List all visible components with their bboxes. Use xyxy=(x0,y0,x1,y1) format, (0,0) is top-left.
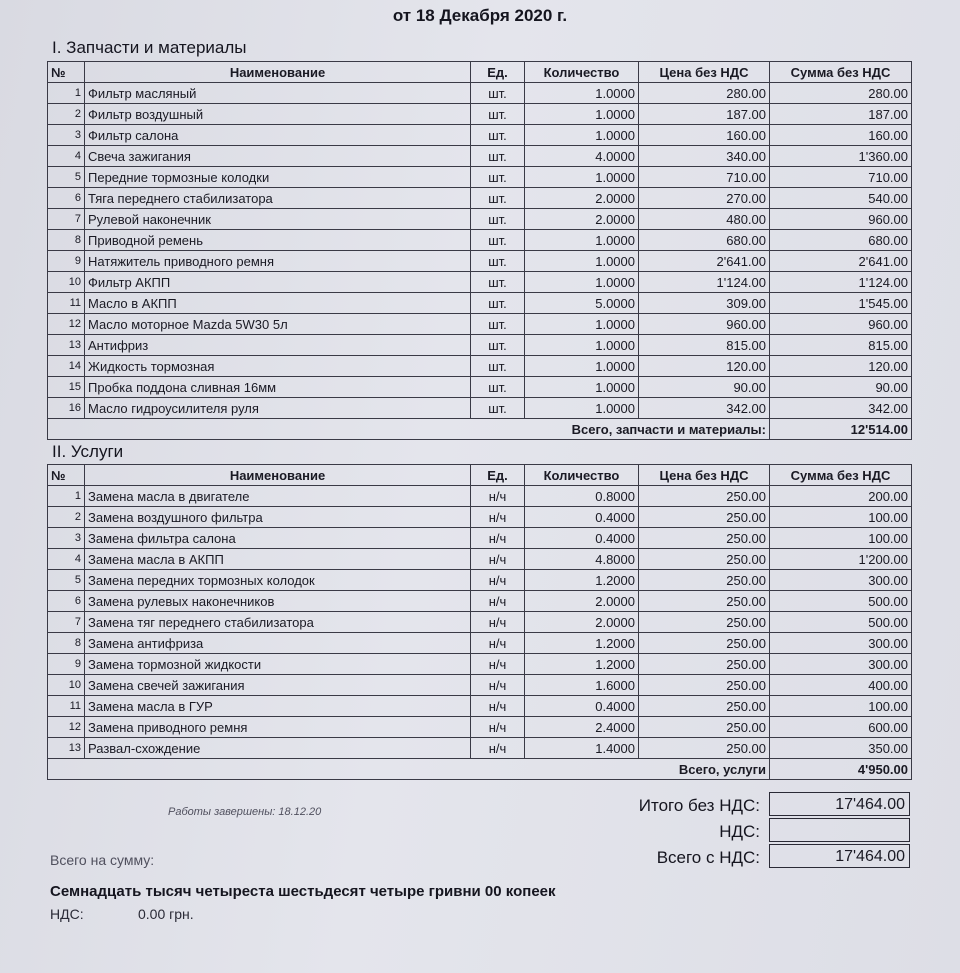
item-quantity: 4.8000 xyxy=(525,549,639,570)
item-quantity: 0.4000 xyxy=(525,528,639,549)
services-section-title: II. Услуги xyxy=(52,442,124,461)
item-name: Масло в АКПП xyxy=(85,293,471,314)
item-name: Жидкость тормозная xyxy=(85,356,471,377)
item-sum: 100.00 xyxy=(770,696,912,717)
row-number: 4 xyxy=(48,549,85,570)
item-sum: 710.00 xyxy=(770,167,912,188)
column-header: Количество xyxy=(525,465,639,486)
table-row xyxy=(48,146,912,167)
item-unit: шт. xyxy=(471,83,525,104)
item-sum: 200.00 xyxy=(770,486,912,507)
table-row xyxy=(48,188,912,209)
row-number: 13 xyxy=(48,335,85,356)
item-price: 2'641.00 xyxy=(639,251,770,272)
item-unit: шт. xyxy=(471,293,525,314)
item-sum: 1'200.00 xyxy=(770,549,912,570)
item-unit: шт. xyxy=(471,398,525,419)
item-name: Тяга переднего стабилизатора xyxy=(85,188,471,209)
item-name: Замена рулевых наконечников xyxy=(85,591,471,612)
table-row xyxy=(48,591,912,612)
item-quantity: 5.0000 xyxy=(525,293,639,314)
table-row xyxy=(48,654,912,675)
row-number: 15 xyxy=(48,377,85,398)
item-sum: 600.00 xyxy=(770,717,912,738)
table-row xyxy=(48,717,912,738)
row-number: 12 xyxy=(48,717,85,738)
item-name: Свеча зажигания xyxy=(85,146,471,167)
table-row xyxy=(48,335,912,356)
item-sum: 300.00 xyxy=(770,570,912,591)
parts-table xyxy=(47,61,912,440)
item-price: 250.00 xyxy=(639,486,770,507)
item-price: 250.00 xyxy=(639,633,770,654)
services-total-row xyxy=(48,759,912,780)
item-price: 960.00 xyxy=(639,314,770,335)
services-rows xyxy=(48,486,912,759)
item-unit: н/ч xyxy=(471,486,525,507)
table-row xyxy=(48,272,912,293)
item-price: 480.00 xyxy=(639,209,770,230)
row-number: 9 xyxy=(48,251,85,272)
item-sum: 100.00 xyxy=(770,507,912,528)
item-sum: 500.00 xyxy=(770,591,912,612)
item-unit: н/ч xyxy=(471,591,525,612)
row-number: 3 xyxy=(48,125,85,146)
table-row xyxy=(48,356,912,377)
item-sum: 2'641.00 xyxy=(770,251,912,272)
row-number: 4 xyxy=(48,146,85,167)
item-name: Рулевой наконечник xyxy=(85,209,471,230)
row-number: 6 xyxy=(48,188,85,209)
item-quantity: 2.0000 xyxy=(525,188,639,209)
row-number: 3 xyxy=(48,528,85,549)
item-quantity: 1.0000 xyxy=(525,272,639,293)
item-sum: 300.00 xyxy=(770,654,912,675)
item-sum: 90.00 xyxy=(770,377,912,398)
column-header: Наименование xyxy=(85,62,471,83)
item-unit: шт. xyxy=(471,314,525,335)
item-quantity: 0.8000 xyxy=(525,486,639,507)
item-unit: н/ч xyxy=(471,738,525,759)
item-name: Фильтр масляный xyxy=(85,83,471,104)
item-sum: 680.00 xyxy=(770,230,912,251)
table-row xyxy=(48,633,912,654)
item-price: 250.00 xyxy=(639,738,770,759)
column-header: Количество xyxy=(525,62,639,83)
column-header: Сумма без НДС xyxy=(770,62,912,83)
item-name: Замена антифриза xyxy=(85,633,471,654)
item-quantity: 1.0000 xyxy=(525,230,639,251)
item-unit: н/ч xyxy=(471,696,525,717)
item-sum: 120.00 xyxy=(770,356,912,377)
table-row xyxy=(48,528,912,549)
row-number: 5 xyxy=(48,570,85,591)
item-price: 160.00 xyxy=(639,125,770,146)
item-price: 340.00 xyxy=(639,146,770,167)
item-unit: шт. xyxy=(471,104,525,125)
table-row xyxy=(48,209,912,230)
services-table xyxy=(47,464,912,780)
table-row xyxy=(48,675,912,696)
table-row xyxy=(48,104,912,125)
item-price: 815.00 xyxy=(639,335,770,356)
table-row xyxy=(48,314,912,335)
item-unit: шт. xyxy=(471,209,525,230)
item-name: Фильтр воздушный xyxy=(85,104,471,125)
vat-value xyxy=(769,818,910,842)
row-number: 8 xyxy=(48,633,85,654)
table-row xyxy=(48,398,912,419)
item-name: Антифриз xyxy=(85,335,471,356)
item-unit: н/ч xyxy=(471,570,525,591)
item-quantity: 0.4000 xyxy=(525,507,639,528)
item-quantity: 1.2000 xyxy=(525,654,639,675)
item-unit: шт. xyxy=(471,167,525,188)
item-price: 187.00 xyxy=(639,104,770,125)
item-sum: 187.00 xyxy=(770,104,912,125)
row-number: 12 xyxy=(48,314,85,335)
item-sum: 960.00 xyxy=(770,314,912,335)
parts-total-value: 12'514.00 xyxy=(770,419,912,440)
parts-total-row xyxy=(48,419,912,440)
item-unit: шт. xyxy=(471,251,525,272)
vat-footer-value: 0.00 грн. xyxy=(138,906,194,922)
item-quantity: 1.0000 xyxy=(525,167,639,188)
vat-footer-label: НДС: xyxy=(50,906,84,922)
item-unit: н/ч xyxy=(471,528,525,549)
row-number: 16 xyxy=(48,398,85,419)
item-quantity: 2.4000 xyxy=(525,717,639,738)
item-name: Замена воздушного фильтра xyxy=(85,507,471,528)
item-sum: 960.00 xyxy=(770,209,912,230)
item-unit: шт. xyxy=(471,188,525,209)
parts-table-header xyxy=(48,62,912,83)
parts-total-label: Всего, запчасти и материалы: xyxy=(48,419,770,440)
row-number: 5 xyxy=(48,167,85,188)
item-name: Замена фильтра салона xyxy=(85,528,471,549)
services-table-header xyxy=(48,465,912,486)
item-quantity: 0.4000 xyxy=(525,696,639,717)
item-unit: н/ч xyxy=(471,507,525,528)
subtotal-label: Итого без НДС: xyxy=(638,796,760,815)
amount-in-words: Семнадцать тысяч четыреста шестьдесят четыре гривни 00 копеек xyxy=(50,883,556,900)
column-header: Ед. xyxy=(471,465,525,486)
item-unit: шт. xyxy=(471,125,525,146)
item-sum: 500.00 xyxy=(770,612,912,633)
item-quantity: 1.0000 xyxy=(525,335,639,356)
table-row xyxy=(48,167,912,188)
item-name: Фильтр АКПП xyxy=(85,272,471,293)
item-name: Замена масла в ГУР xyxy=(85,696,471,717)
item-quantity: 1.6000 xyxy=(525,675,639,696)
item-name: Замена масла в двигателе xyxy=(85,486,471,507)
item-price: 90.00 xyxy=(639,377,770,398)
row-number: 7 xyxy=(48,612,85,633)
parts-section-title: I. Запчасти и материалы xyxy=(52,38,247,57)
item-sum: 1'360.00 xyxy=(770,146,912,167)
item-price: 250.00 xyxy=(639,612,770,633)
item-quantity: 1.0000 xyxy=(525,356,639,377)
item-name: Замена тормозной жидкости xyxy=(85,654,471,675)
item-price: 309.00 xyxy=(639,293,770,314)
row-number: 2 xyxy=(48,104,85,125)
item-price: 250.00 xyxy=(639,696,770,717)
item-name: Замена передних тормозных колодок xyxy=(85,570,471,591)
item-sum: 1'124.00 xyxy=(770,272,912,293)
item-price: 250.00 xyxy=(639,591,770,612)
table-row xyxy=(48,696,912,717)
item-quantity: 1.0000 xyxy=(525,314,639,335)
table-row xyxy=(48,251,912,272)
table-row xyxy=(48,486,912,507)
item-name: Замена масла в АКПП xyxy=(85,549,471,570)
item-unit: шт. xyxy=(471,272,525,293)
item-unit: шт. xyxy=(471,146,525,167)
item-unit: шт. xyxy=(471,230,525,251)
column-header: Цена без НДС xyxy=(639,62,770,83)
item-unit: шт. xyxy=(471,356,525,377)
row-number: 2 xyxy=(48,507,85,528)
item-price: 710.00 xyxy=(639,167,770,188)
row-number: 9 xyxy=(48,654,85,675)
sum-caption: Всего на сумму: xyxy=(50,852,155,868)
column-header: № xyxy=(48,465,85,486)
item-sum: 815.00 xyxy=(770,335,912,356)
item-price: 250.00 xyxy=(639,717,770,738)
item-unit: н/ч xyxy=(471,549,525,570)
table-row xyxy=(48,293,912,314)
item-name: Развал-схождение xyxy=(85,738,471,759)
item-name: Замена свечей зажигания xyxy=(85,675,471,696)
item-sum: 280.00 xyxy=(770,83,912,104)
grand-total-value: 17'464.00 xyxy=(769,844,910,868)
item-sum: 342.00 xyxy=(770,398,912,419)
item-unit: н/ч xyxy=(471,654,525,675)
item-unit: н/ч xyxy=(471,675,525,696)
item-sum: 1'545.00 xyxy=(770,293,912,314)
row-number: 14 xyxy=(48,356,85,377)
item-name: Фильтр салона xyxy=(85,125,471,146)
works-completed-note: Работы завершены: 18.12.20 xyxy=(168,806,322,818)
item-quantity: 1.0000 xyxy=(525,104,639,125)
grand-total-label: Всего с НДС: xyxy=(656,848,760,867)
row-number: 10 xyxy=(48,675,85,696)
item-name: Приводной ремень xyxy=(85,230,471,251)
column-header: Ед. xyxy=(471,62,525,83)
table-row xyxy=(48,738,912,759)
item-name: Замена приводного ремня xyxy=(85,717,471,738)
row-number: 1 xyxy=(48,486,85,507)
vat-label: НДС: xyxy=(719,822,760,841)
table-row xyxy=(48,125,912,146)
item-price: 1'124.00 xyxy=(639,272,770,293)
item-sum: 160.00 xyxy=(770,125,912,146)
parts-rows xyxy=(48,83,912,419)
item-price: 250.00 xyxy=(639,507,770,528)
table-row xyxy=(48,507,912,528)
column-header: № xyxy=(48,62,85,83)
column-header: Наименование xyxy=(85,465,471,486)
item-unit: шт. xyxy=(471,377,525,398)
row-number: 10 xyxy=(48,272,85,293)
item-price: 250.00 xyxy=(639,549,770,570)
item-unit: н/ч xyxy=(471,633,525,654)
item-sum: 540.00 xyxy=(770,188,912,209)
row-number: 1 xyxy=(48,83,85,104)
item-sum: 400.00 xyxy=(770,675,912,696)
item-price: 270.00 xyxy=(639,188,770,209)
document-date: от 18 Декабря 2020 г. xyxy=(392,6,568,25)
row-number: 7 xyxy=(48,209,85,230)
column-header: Цена без НДС xyxy=(639,465,770,486)
row-number: 11 xyxy=(48,696,85,717)
item-price: 250.00 xyxy=(639,570,770,591)
item-sum: 300.00 xyxy=(770,633,912,654)
item-quantity: 2.0000 xyxy=(525,591,639,612)
item-quantity: 2.0000 xyxy=(525,612,639,633)
row-number: 6 xyxy=(48,591,85,612)
row-number: 13 xyxy=(48,738,85,759)
table-row xyxy=(48,83,912,104)
table-row xyxy=(48,549,912,570)
row-number: 11 xyxy=(48,293,85,314)
item-name: Замена тяг переднего стабилизатора xyxy=(85,612,471,633)
item-quantity: 1.2000 xyxy=(525,633,639,654)
item-price: 120.00 xyxy=(639,356,770,377)
services-total-label: Всего, услуги xyxy=(48,759,770,780)
item-price: 680.00 xyxy=(639,230,770,251)
item-price: 250.00 xyxy=(639,528,770,549)
item-sum: 100.00 xyxy=(770,528,912,549)
item-quantity: 1.4000 xyxy=(525,738,639,759)
item-name: Пробка поддона сливная 16мм xyxy=(85,377,471,398)
item-name: Масло моторное Mazda 5W30 5л xyxy=(85,314,471,335)
item-unit: н/ч xyxy=(471,612,525,633)
table-row xyxy=(48,612,912,633)
table-row xyxy=(48,377,912,398)
table-row xyxy=(48,570,912,591)
item-sum: 350.00 xyxy=(770,738,912,759)
row-number: 8 xyxy=(48,230,85,251)
item-quantity: 1.0000 xyxy=(525,125,639,146)
item-name: Натяжитель приводного ремня xyxy=(85,251,471,272)
item-price: 280.00 xyxy=(639,83,770,104)
item-name: Передние тормозные колодки xyxy=(85,167,471,188)
item-price: 250.00 xyxy=(639,675,770,696)
subtotal-value: 17'464.00 xyxy=(769,792,910,816)
item-quantity: 1.0000 xyxy=(525,83,639,104)
column-header: Сумма без НДС xyxy=(770,465,912,486)
item-name: Масло гидроусилителя руля xyxy=(85,398,471,419)
item-unit: шт. xyxy=(471,335,525,356)
table-row xyxy=(48,230,912,251)
item-quantity: 2.0000 xyxy=(525,209,639,230)
item-price: 250.00 xyxy=(639,654,770,675)
item-quantity: 1.0000 xyxy=(525,377,639,398)
item-quantity: 1.0000 xyxy=(525,398,639,419)
item-unit: н/ч xyxy=(471,717,525,738)
item-quantity: 4.0000 xyxy=(525,146,639,167)
item-price: 342.00 xyxy=(639,398,770,419)
item-quantity: 1.0000 xyxy=(525,251,639,272)
item-quantity: 1.2000 xyxy=(525,570,639,591)
services-total-value: 4'950.00 xyxy=(770,759,912,780)
